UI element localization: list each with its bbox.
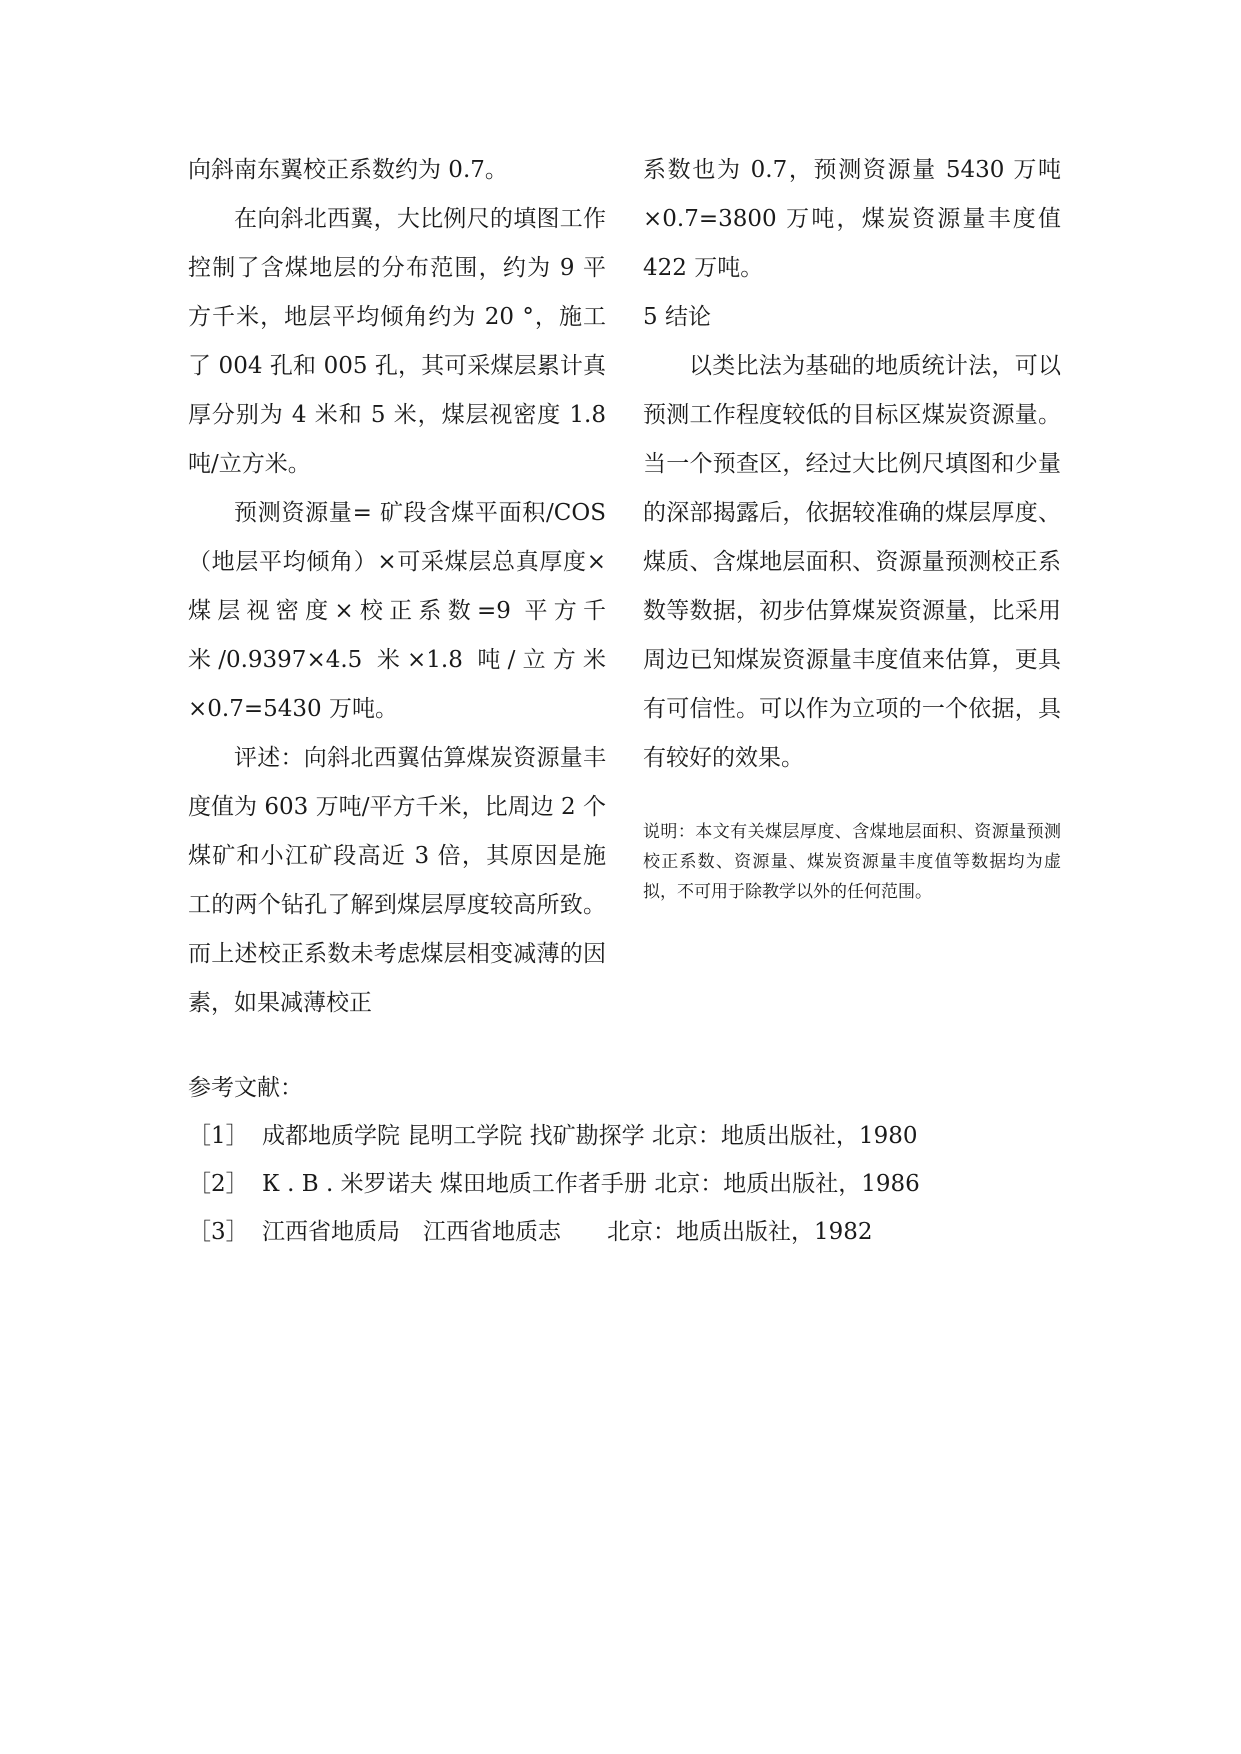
- left-column: [188, 146, 606, 1028]
- paragraph: 评述：向斜北西翼估算煤炭资源量丰度值为 603 万吨/平方千米，比周边 2 个煤矿和小江矿段高近 3 倍，其原因是施工的两个钻孔了解到煤层厚度较高所致。而上述校正系数未考虑煤层相变减薄的因素，如果减薄校正: [188, 745, 606, 1016]
- references-section: [188, 1064, 1068, 1256]
- right-column: [643, 146, 1061, 907]
- references-title: 参考文献：: [188, 1075, 303, 1101]
- paragraph: 系数也为 0.7，预测资源量 5430 万吨×0.7=3800 万吨，煤炭资源量丰度值 422 万吨。: [643, 157, 1061, 281]
- paragraph: 预测资源量= 矿段含煤平面积/COS（地层平均倾角）×可采煤层总真厚度×煤层视密度×校正系数=9 平方千米/0.9397×4.5 米×1.8 吨/立方米×0.7=5430 万吨。: [188, 500, 606, 722]
- reference-text: К . В . 米罗诺夫 煤田地质工作者手册 北京：地质出版社，1986: [262, 1171, 920, 1197]
- section-heading: 5 结论: [643, 304, 711, 330]
- reference-number: ［3］: [188, 1219, 249, 1245]
- reference-number: ［1］: [188, 1123, 249, 1149]
- disclaimer-note: 说明：本文有关煤层厚度、含煤地层面积、资源量预测校正系数、资源量、煤炭资源量丰度值等数据均为虚拟，不可用于除教学以外的任何范围。: [643, 822, 1061, 902]
- reference-item: [188, 1112, 1068, 1160]
- reference-text: 成都地质学院 昆明工学院 找矿勘探学 北京：地质出版社，1980: [262, 1123, 918, 1149]
- reference-number: ［2］: [188, 1171, 249, 1197]
- paragraph: 以类比法为基础的地质统计法，可以预测工作程度较低的目标区煤炭资源量。当一个预查区，经过大比例尺填图和少量的深部揭露后，依据较准确的煤层厚度、煤质、含煤地层面积、资源量预测校正系数等数据，初步估算煤炭资源量，比采用周边已知煤炭资源量丰度值来估算，更具有可信性。可以作为立项的一个依据，具有较好的效果。: [643, 353, 1061, 771]
- paragraph: 向斜南东翼校正系数约为 0.7。: [188, 157, 508, 183]
- paragraph: 在向斜北西翼，大比例尺的填图工作控制了含煤地层的分布范围，约为 9 平方千米，地层平均倾角约为 20 °，施工了 004 孔和 005 孔，其可采煤层累计真厚分别为 4 米和 5 米，煤层视密度 1.8 吨/立方米。: [188, 206, 606, 477]
- reference-text: 江西省地质局 江西省地质志 北京：地质出版社，1982: [262, 1219, 873, 1245]
- reference-item: [188, 1160, 1068, 1208]
- reference-item: [188, 1208, 1068, 1256]
